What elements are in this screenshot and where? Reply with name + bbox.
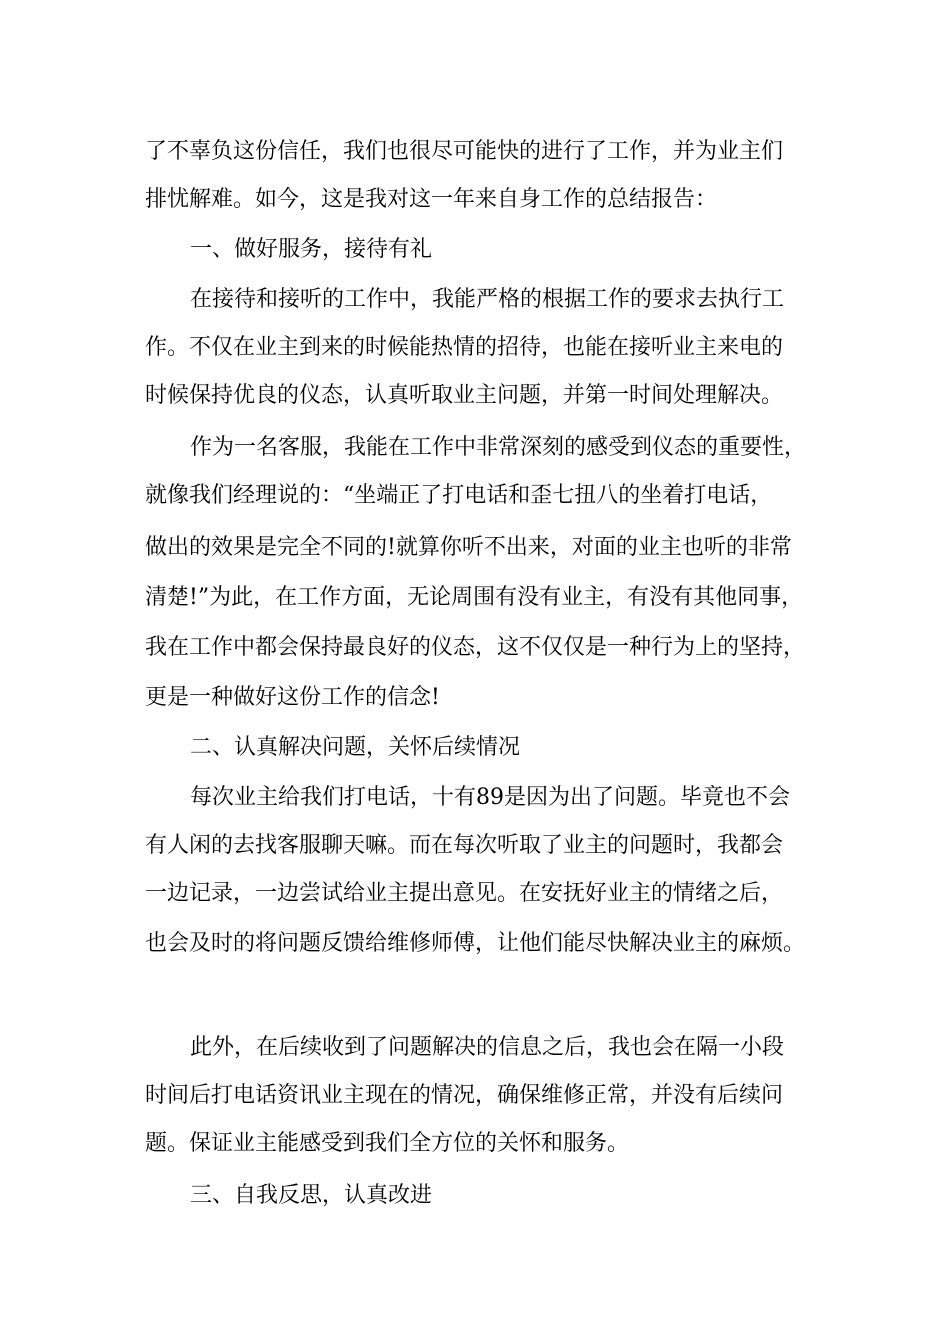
section-heading: 三、自我反思，认真改进 — [190, 1183, 433, 1208]
text-line: 有人闲的去找客服聊天嘛。而在每次听取了业主的问题时，我都会 — [145, 833, 784, 858]
text-line: 作为一名客服，我能在工作中非常深刻的感受到仪态的重要性， — [190, 435, 807, 460]
text-line: 作。不仅在业主到来的时候能热情的招待，也能在接听业主来电的 — [145, 335, 784, 360]
text-line: 更是一种做好这份工作的信念! — [145, 685, 440, 710]
text-line: 题。保证业主能感受到我们全方位的关怀和服务。 — [145, 1131, 630, 1156]
text-line: 就像我们经理说的：“坐端正了打电话和歪七扭八的坐着打电话， — [145, 483, 773, 508]
text-line: 在接待和接听的工作中，我能严格的根据工作的要求去执行工 — [190, 287, 785, 312]
text-line: 清楚!”为此，在工作方面，无论周围有没有业主，有没有其他同事， — [145, 585, 804, 610]
text-line: 了不辜负这份信任，我们也很尽可能快的进行了工作，并为业主们 — [145, 139, 784, 164]
text-line: 此外，在后续收到了问题解决的信息之后，我也会在隔一小段 — [190, 1035, 785, 1060]
text-line: 做出的效果是完全不同的!就算你听不出来，对面的业主也听的非常 — [145, 535, 792, 560]
text-line: 时候保持优良的仪态，认真听取业主问题，并第一时间处理解决。 — [145, 383, 784, 408]
text-line: 时间后打电话资讯业主现在的情况，确保维修正常，并没有后续问 — [145, 1083, 784, 1108]
section-heading: 二、认真解决问题，关怀后续情况 — [190, 735, 521, 760]
section-heading: 一、做好服务，接待有礼 — [190, 237, 433, 262]
text-line: 每次业主给我们打电话，十有89是因为出了问题。毕竟也不会 — [190, 785, 790, 810]
text-line: 也会及时的将问题反馈给维修师傅，让他们能尽快解决业主的麻烦。 — [145, 931, 806, 956]
text-line: 排忧解难。如今，这是我对这一年来自身工作的总结报告： — [145, 187, 718, 212]
text-line: 我在工作中都会保持最良好的仪态，这不仅仅是一种行为上的坚持， — [145, 635, 806, 660]
text-line: 一边记录，一边尝试给业主提出意见。在安抚好业主的情绪之后， — [145, 881, 784, 906]
